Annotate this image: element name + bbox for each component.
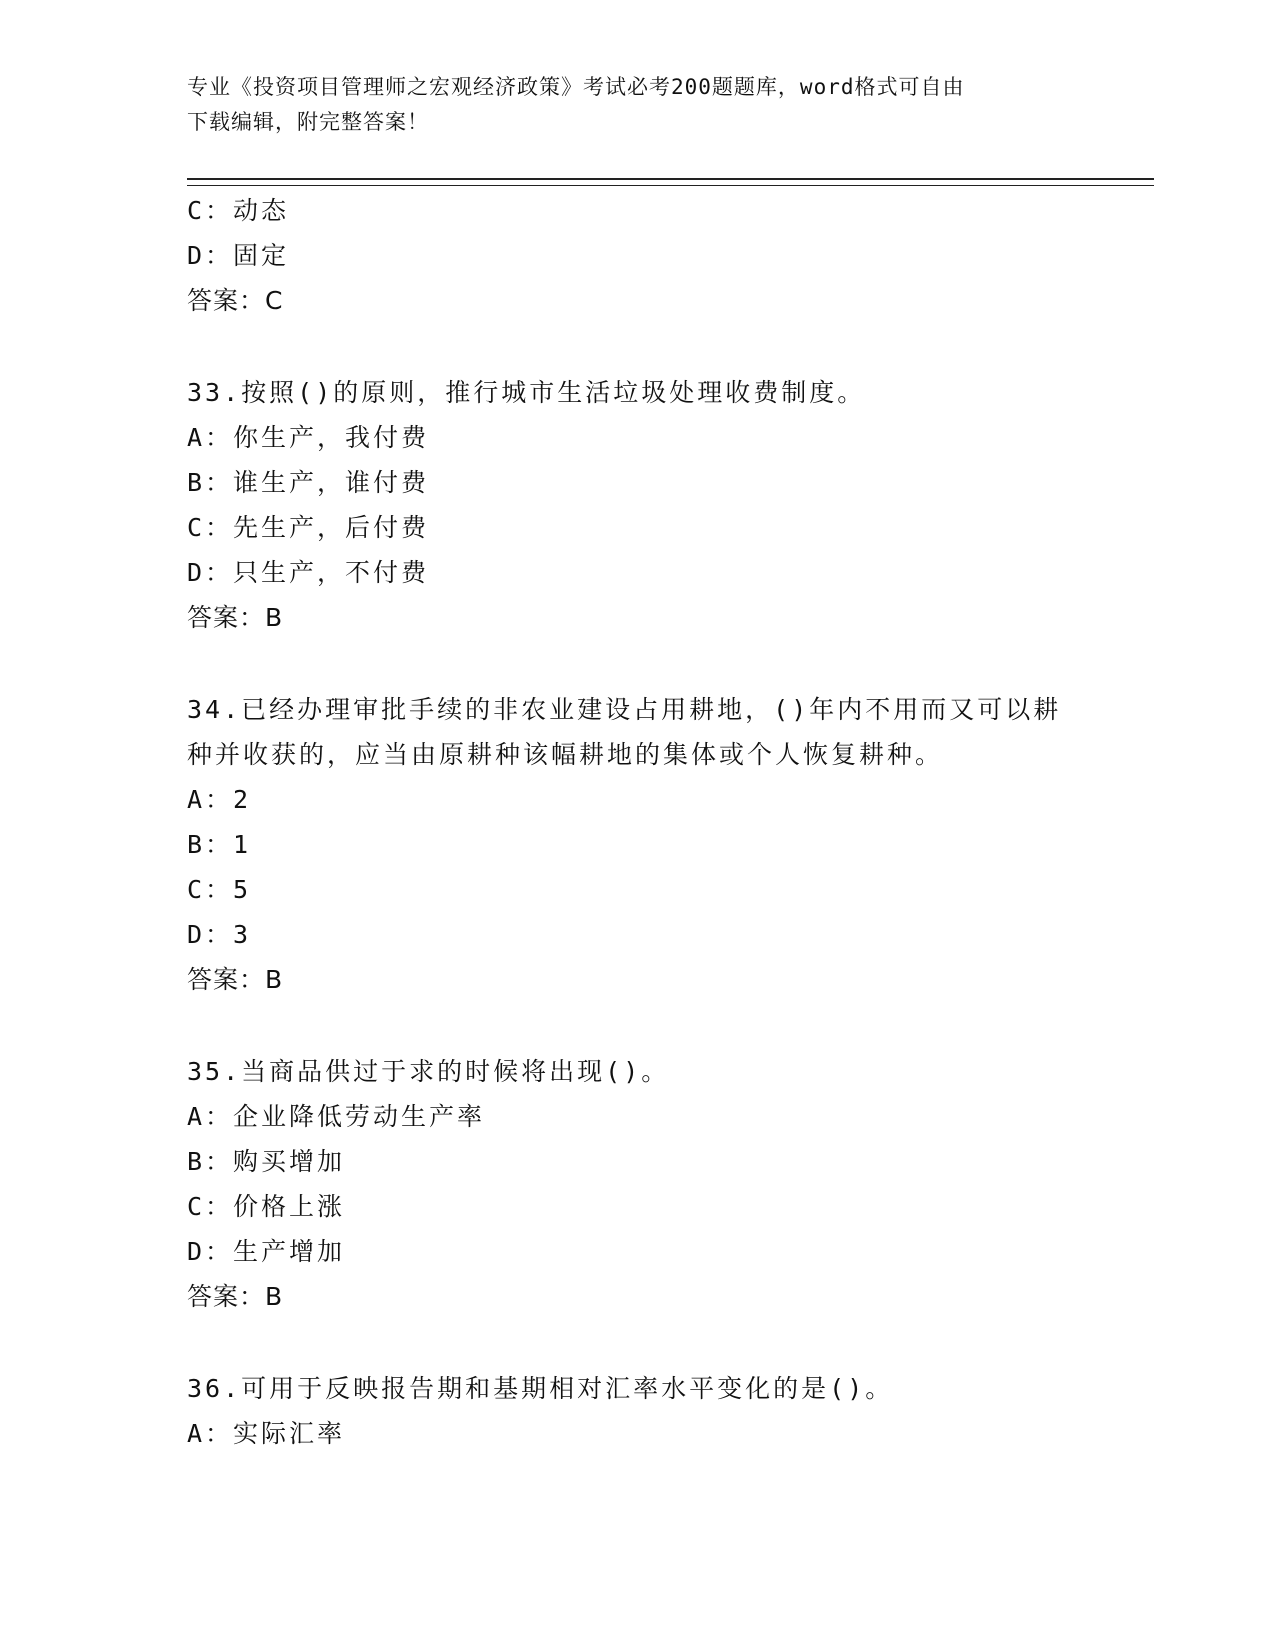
question-34	[187, 687, 1087, 1002]
option-c: C：价格上涨	[187, 1192, 346, 1221]
option-c: C：动态	[187, 196, 290, 225]
option-a: A：你生产，我付费	[187, 423, 430, 452]
question-text-line-2: 种并收获的，应当由原耕种该幅耕地的集体或个人恢复耕种。	[187, 740, 944, 769]
option-d: D：固定	[187, 241, 290, 270]
answer-line: 答案：C	[187, 286, 284, 315]
question-text: 35.当商品供过于求的时候将出现()。	[187, 1057, 670, 1086]
question-list	[187, 188, 1087, 1456]
option-b: B：谁生产，谁付费	[187, 468, 430, 497]
option-d: D：3	[187, 920, 252, 949]
answer-line: 答案：B	[187, 603, 284, 632]
option-c: C：先生产，后付费	[187, 513, 430, 542]
header-line-1: 专业《投资项目管理师之宏观经济政策》考试必考200题题库，word格式可自由	[187, 75, 965, 99]
question-36	[187, 1366, 1087, 1456]
header-line-2: 下载编辑，附完整答案！	[187, 110, 429, 134]
option-b: B：1	[187, 830, 252, 859]
question-text: 33.按照()的原则，推行城市生活垃圾处理收费制度。	[187, 378, 866, 407]
answer-line: 答案：B	[187, 1282, 284, 1311]
option-a: A：实际汇率	[187, 1419, 346, 1448]
question-33	[187, 370, 1087, 640]
question-32-partial	[187, 188, 1087, 323]
option-c: C：5	[187, 875, 252, 904]
document-header	[187, 70, 1087, 140]
question-35	[187, 1049, 1087, 1319]
answer-line: 答案：B	[187, 965, 284, 994]
option-a: A：企业降低劳动生产率	[187, 1102, 486, 1131]
option-d: D：生产增加	[187, 1237, 346, 1266]
option-d: D：只生产，不付费	[187, 558, 430, 587]
option-b: B：购买增加	[187, 1147, 346, 1176]
header-divider	[187, 178, 1154, 186]
question-text: 36.可用于反映报告期和基期相对汇率水平变化的是()。	[187, 1374, 894, 1403]
question-text-line-1: 34.已经办理审批手续的非农业建设占用耕地，()年内不用而又可以耕	[187, 695, 1062, 724]
option-a: A：2	[187, 785, 252, 814]
